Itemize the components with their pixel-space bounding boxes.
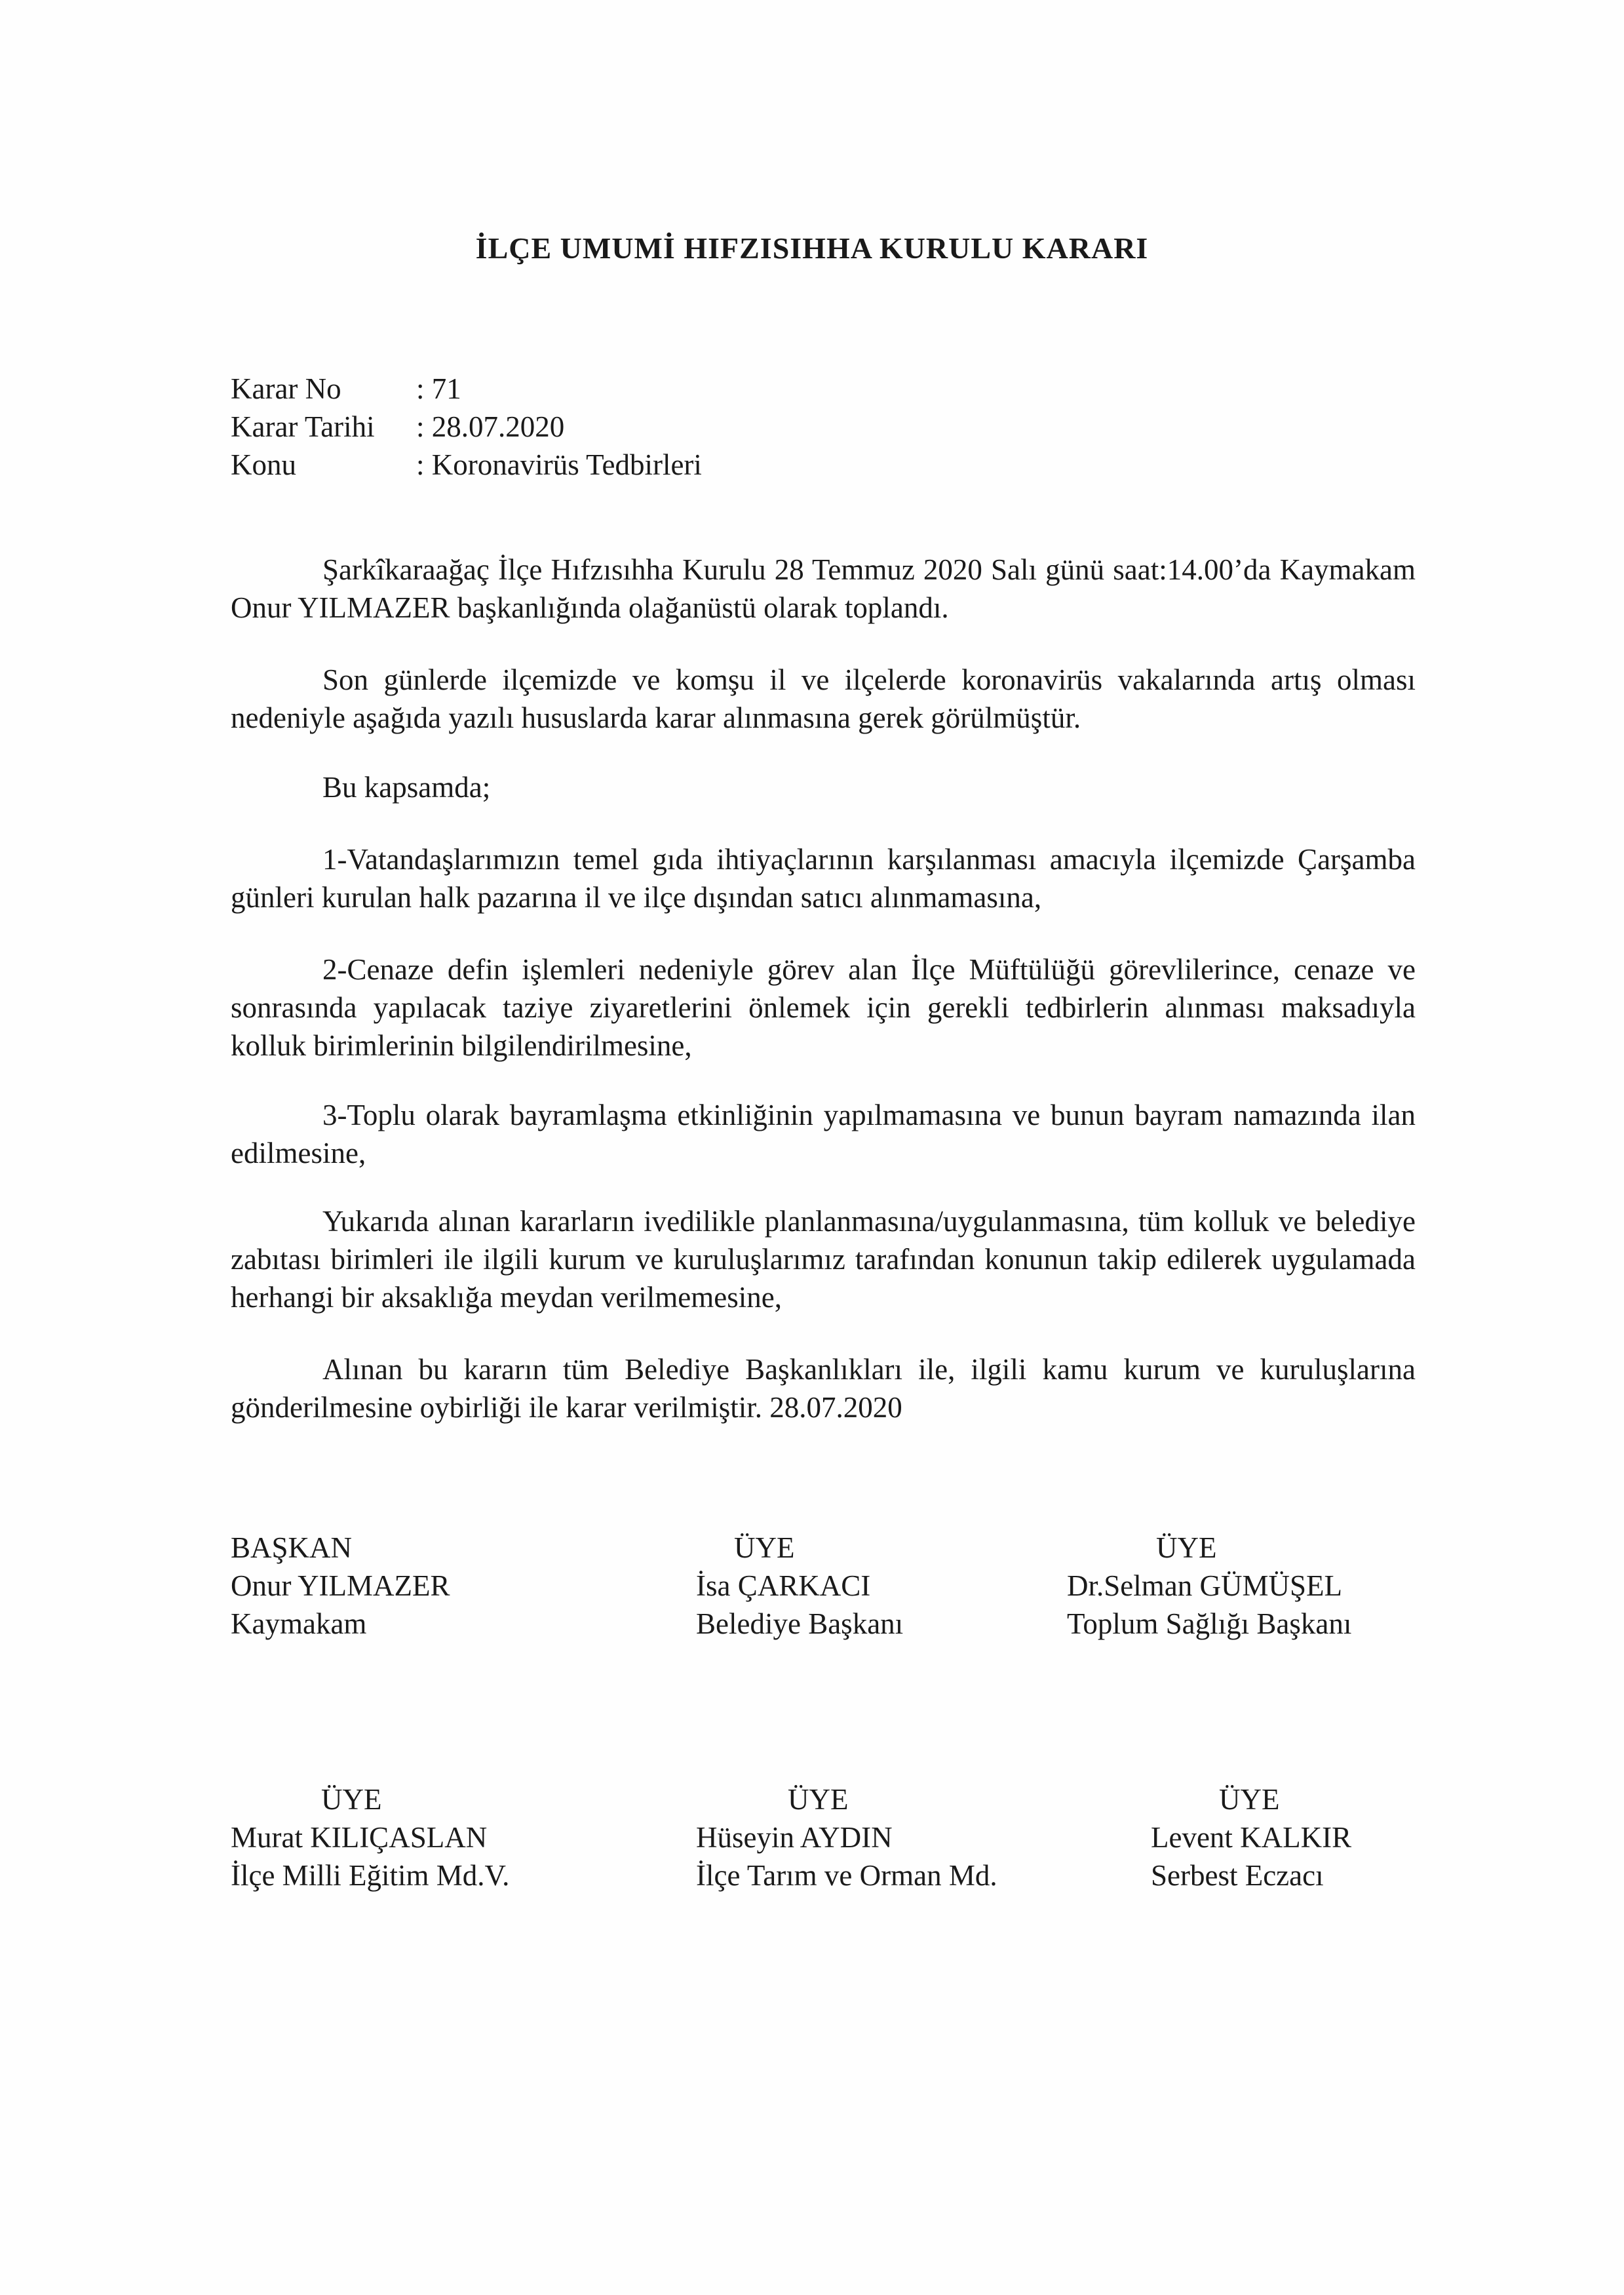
signature-role: ÜYE: [734, 1531, 795, 1564]
signature-role: ÜYE: [1219, 1783, 1280, 1816]
body-paragraph-2: [231, 661, 1416, 737]
konu-label: Konu: [231, 448, 296, 481]
signature-title: Toplum Sağlığı Başkanı: [1067, 1607, 1352, 1640]
signature-name: Levent KALKIR: [1151, 1821, 1352, 1854]
karar-tarihi-row: [231, 408, 702, 446]
signature-uye-saglik: [1067, 1529, 1351, 1643]
karar-tarihi-value: : 28.07.2020: [416, 410, 565, 443]
signature-title: Kaymakam: [231, 1607, 367, 1640]
signature-role: ÜYE: [788, 1783, 849, 1816]
signature-role: ÜYE: [1156, 1531, 1217, 1564]
body-paragraph-8: [231, 1350, 1416, 1426]
signature-uye-eczaci: [1151, 1780, 1351, 1894]
body-paragraph-7: [231, 1202, 1416, 1316]
body-paragraph-5: [231, 951, 1416, 1065]
body-paragraph-3: [231, 768, 1416, 806]
signature-uye-tarim: [696, 1780, 997, 1894]
document-title: İLÇE UMUMİ HIFZISIHHA KURULU KARARI: [475, 231, 1149, 265]
decision-meta: [231, 370, 702, 484]
signature-name: Hüseyin AYDIN: [696, 1821, 893, 1854]
signature-title: İlçe Milli Eğitim Md.V.: [231, 1859, 510, 1892]
signature-title: Belediye Başkanı: [696, 1607, 904, 1640]
paragraph-text: Bu kapsamda;: [322, 771, 491, 804]
signature-name: İsa ÇARKACI: [696, 1569, 871, 1602]
signature-title: İlçe Tarım ve Orman Md.: [696, 1859, 997, 1892]
signature-name: Onur YILMAZER: [231, 1569, 450, 1602]
konu-row: [231, 446, 702, 484]
paragraph-text: Son günlerde ilçemizde ve komşu il ve ilçelerde koronavirüs vakalarında artış olması nedeniyle aşağıda yazılı hususlarda karar alınmasına gerek görülmüştür.: [231, 663, 1416, 734]
signature-role: BAŞKAN: [231, 1531, 353, 1564]
karar-no-row: [231, 370, 702, 408]
signature-name: Murat KILIÇASLAN: [231, 1821, 488, 1854]
signature-role: ÜYE: [321, 1783, 382, 1816]
body-paragraph-4: [231, 840, 1416, 916]
konu-value: : Koronavirüs Tedbirleri: [416, 448, 702, 481]
signature-title: Serbest Eczacı: [1151, 1859, 1324, 1892]
paragraph-text: Şarkîkaraağaç İlçe Hıfzısıhha Kurulu 28 Temmuz 2020 Salı günü saat:14.00’da Kaymakam Onur YILMAZER başkanlığında olağanüstü olarak toplandı.: [231, 553, 1416, 624]
paragraph-text: 2-Cenaze defin işlemleri nedeniyle görev alan İlçe Müftülüğü görevlilerince, cenaze ve sonrasında yapılacak taziye ziyaretlerini önlemek için gerekli tedbirlerin alınması maksadıyla kolluk birimlerinin bilgilendirilmesine,: [231, 953, 1416, 1062]
karar-tarihi-label: Karar Tarihi: [231, 410, 375, 443]
body-paragraph-6: [231, 1096, 1416, 1172]
karar-no-label: Karar No: [231, 372, 341, 405]
signature-baskan: [231, 1529, 450, 1643]
karar-no-value: : 71: [416, 372, 461, 405]
paragraph-text: Alınan bu kararın tüm Belediye Başkanlıkları ile, ilgili kamu kurum ve kuruluşlarına gönderilmesine oybirliği ile karar verilmiştir. 28.07.2020: [231, 1353, 1416, 1424]
signature-uye-belediye: [696, 1529, 903, 1643]
signature-uye-milli-egitim: [231, 1780, 509, 1894]
signature-name: Dr.Selman GÜMÜŞEL: [1067, 1569, 1342, 1602]
paragraph-text: 1-Vatandaşlarımızın temel gıda ihtiyaçlarının karşılanması amacıyla ilçemizde Çarşamba günleri kurulan halk pazarına il ve ilçe dışından satıcı alınmamasına,: [231, 843, 1416, 914]
body-paragraph-1: [231, 551, 1416, 627]
paragraph-text: 3-Toplu olarak bayramlaşma etkinliğinin yapılmamasına ve bunun bayram namazında ilan edilmesine,: [231, 1099, 1416, 1169]
paragraph-text: Yukarıda alınan kararların ivedilikle planlanmasına/uygulanmasına, tüm kolluk ve belediye zabıtası birimleri ile ilgili kurum ve kuruluşlarımız tarafından konunun takip edilerek uygulamada herhangi bir aksaklığa meydan verilmemesine,: [231, 1205, 1416, 1314]
